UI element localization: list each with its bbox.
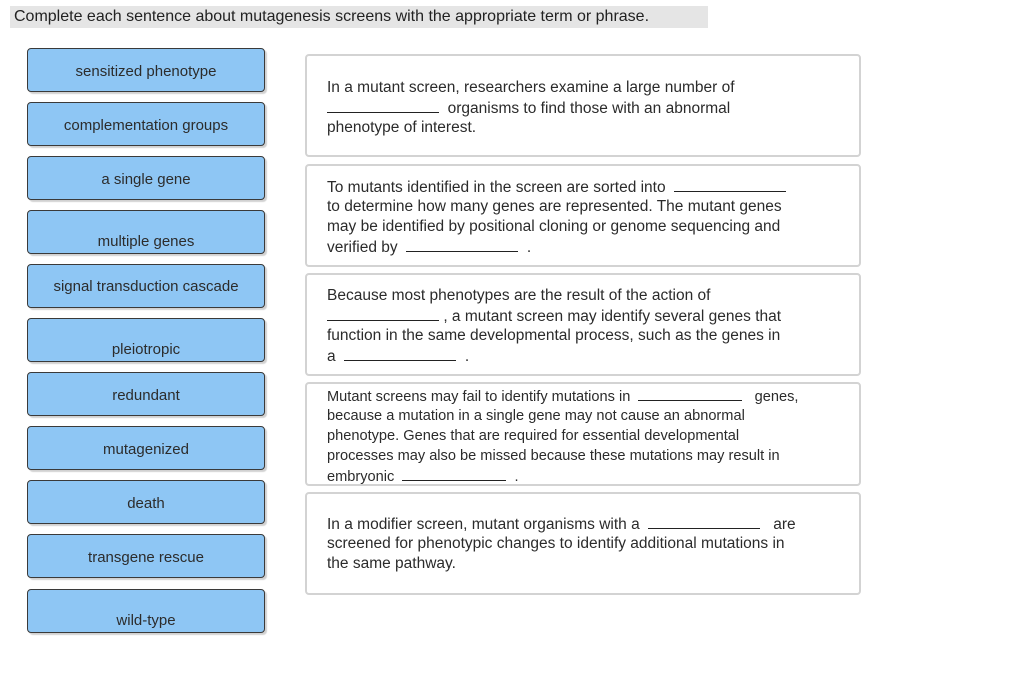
sentence-box-5	[305, 492, 861, 595]
term-tile-death[interactable]	[27, 480, 265, 524]
answer-blank[interactable]	[406, 237, 518, 252]
sentence-text: Because most phenotypes are the result of the action of	[327, 287, 711, 304]
term-tile-sensitized-phenotype[interactable]	[27, 48, 265, 92]
term-label: pleiotropic	[111, 341, 181, 358]
sentence-text: embryonic	[327, 469, 395, 485]
term-tile-mutagenized[interactable]	[27, 426, 265, 470]
sentence-text: .	[526, 239, 532, 256]
term-tile-multiple-genes[interactable]	[27, 210, 265, 254]
sentence-text: phenotype. Genes that are required for essential developmental	[327, 428, 740, 444]
answer-blank[interactable]	[402, 466, 506, 481]
sentence-text: to determine how many genes are represented. The mutant genes	[327, 198, 782, 215]
sentence-text: verified by	[327, 239, 398, 256]
answer-blank[interactable]	[344, 346, 456, 361]
answer-blank[interactable]	[674, 177, 786, 192]
sentence-box-2	[305, 164, 861, 267]
term-label: multiple genes	[97, 233, 195, 250]
term-label: wild-type	[116, 612, 176, 629]
sentence-text: the same pathway.	[327, 555, 456, 572]
term-label: mutagenized	[103, 441, 189, 458]
sentence-text: genes,	[754, 389, 799, 405]
sentence-text: phenotype of interest.	[327, 119, 477, 136]
sentence-text: function in the same developmental process, such as the genes in	[327, 327, 781, 344]
sentence-text: may be identified by positional cloning or genome sequencing and	[327, 218, 781, 235]
term-label: transgene rescue	[88, 549, 204, 566]
sentence-box-1	[305, 54, 861, 157]
sentence-text: To mutants identified in the screen are sorted into	[327, 179, 666, 196]
term-label: a single gene	[101, 171, 191, 188]
term-tile-pleiotropic[interactable]	[27, 318, 265, 362]
sentence-line	[327, 386, 798, 407]
term-tile-redundant[interactable]	[27, 372, 265, 416]
sentence-line	[327, 346, 469, 367]
sentence-text: screened for phenotypic changes to identify additional mutations in	[327, 535, 785, 552]
sentence-text: are	[773, 516, 796, 533]
answer-blank[interactable]	[638, 386, 742, 401]
term-label: sensitized phenotype	[75, 63, 217, 80]
sentence-box-3	[305, 273, 861, 376]
term-label: signal transduction cascade	[53, 278, 239, 295]
term-label: death	[127, 495, 165, 512]
instructions-text: Complete each sentence about mutagenesis screens with the appropriate term or phrase.	[10, 6, 708, 28]
term-tile-transgene-rescue[interactable]	[27, 534, 265, 578]
term-tile-signal-transduction-cascade[interactable]	[27, 264, 265, 308]
sentence-text: In a modifier screen, mutant organisms with a	[327, 516, 640, 533]
sentence-text: a	[327, 348, 336, 365]
answer-blank[interactable]	[648, 514, 760, 529]
sentence-text: .	[514, 469, 519, 485]
sentence-text: .	[464, 348, 470, 365]
sentence-text: In a mutant screen, researchers examine a large number of	[327, 79, 735, 96]
sentence-line	[327, 98, 730, 119]
sentence-box-4	[305, 382, 861, 486]
sentence-text: , a mutant screen may identify several genes that	[443, 308, 782, 325]
sentence-line	[327, 514, 796, 535]
term-label: redundant	[112, 387, 180, 404]
sentence-line	[327, 177, 786, 198]
answer-blank[interactable]	[327, 306, 439, 321]
term-label: complementation groups	[63, 117, 229, 134]
term-tile-wild-type[interactable]	[27, 589, 265, 633]
sentence-text: because a mutation in a single gene may not cause an abnormal	[327, 408, 745, 424]
sentence-line	[327, 237, 531, 258]
term-tile-a-single-gene[interactable]	[27, 156, 265, 200]
term-tile-complementation-groups[interactable]	[27, 102, 265, 146]
answer-blank[interactable]	[327, 98, 439, 113]
sentence-text: processes may also be missed because these mutations may result in	[327, 448, 780, 464]
sentence-line	[327, 306, 781, 327]
sentence-line	[327, 466, 519, 487]
sentence-text: organisms to find those with an abnormal	[447, 100, 731, 117]
sentence-text: Mutant screens may fail to identify mutations in	[327, 389, 631, 405]
